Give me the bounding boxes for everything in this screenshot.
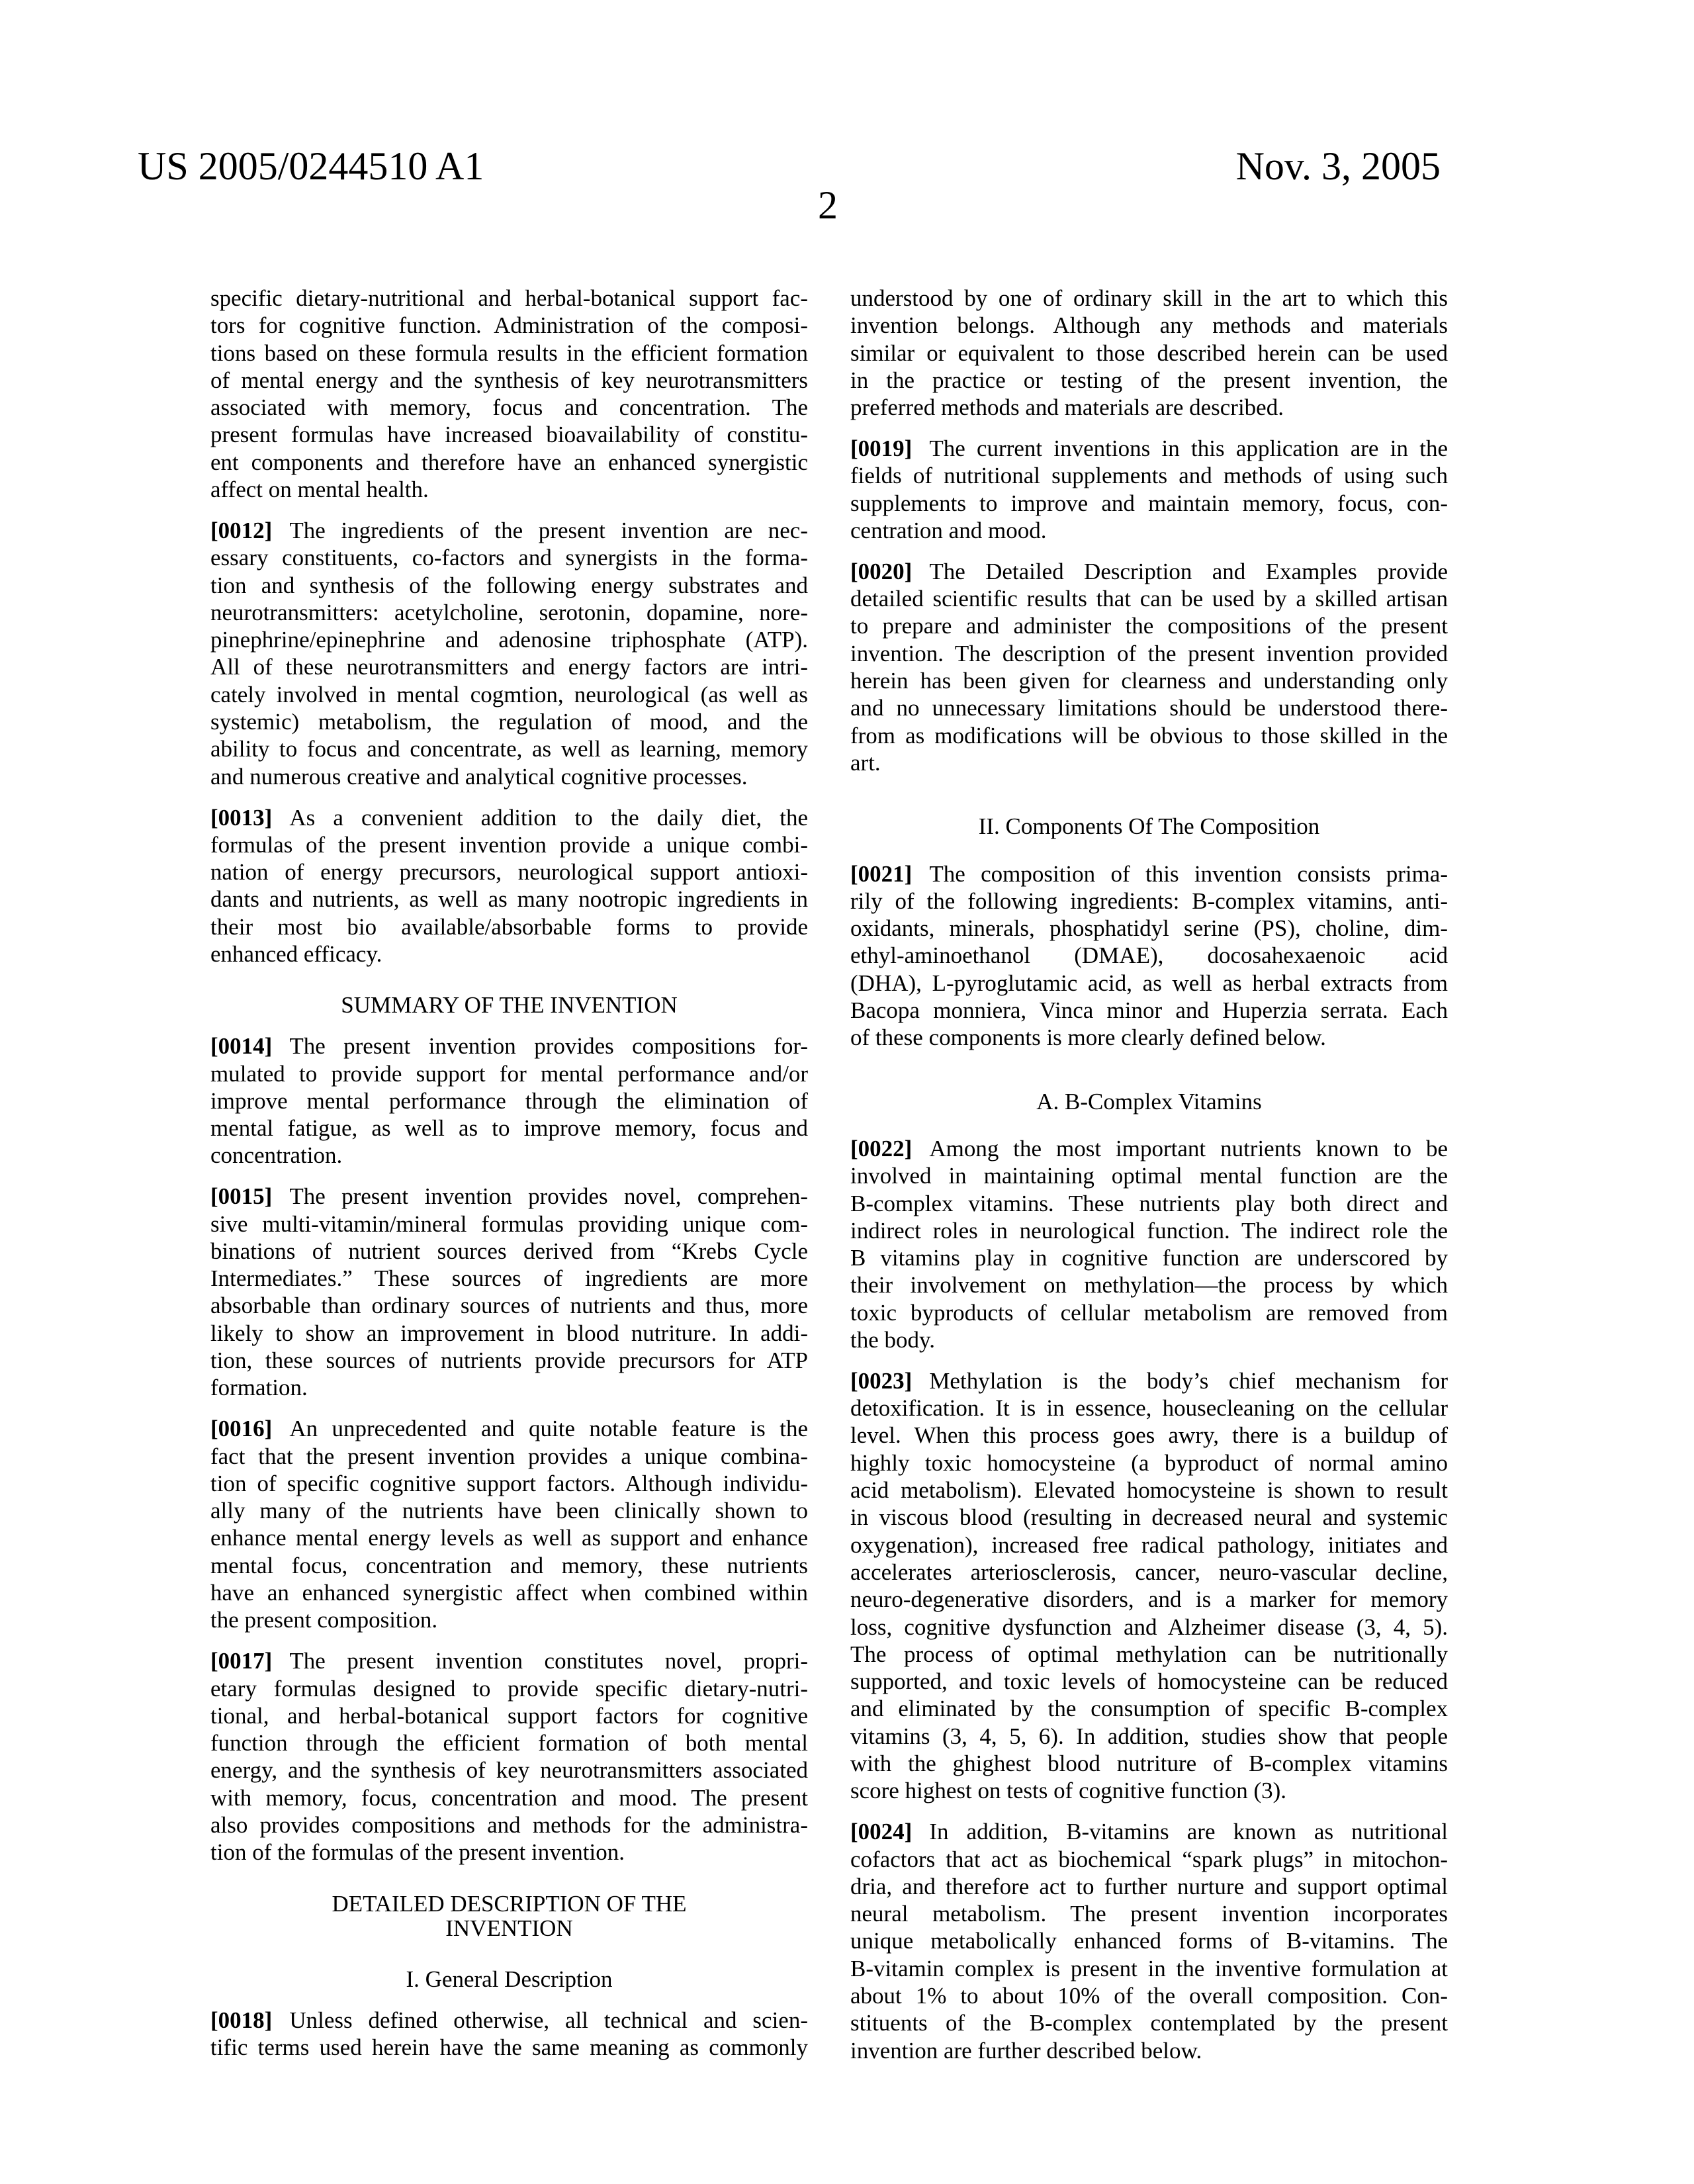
- text-line: [850, 1586, 1448, 1613]
- line-text: mental focus, concentration and memory, these nutrients: [210, 1553, 808, 1578]
- line-text: improve mental performance through the elimination of: [210, 1088, 808, 1114]
- line-text: the body.: [850, 1327, 935, 1353]
- line-text: toxic byproducts of cellular metabolism are removed from: [850, 1300, 1448, 1326]
- text-line: [850, 612, 1448, 639]
- text-line: [210, 1320, 808, 1347]
- line-text: highly toxic homocysteine (a byproduct of normal amino: [850, 1450, 1448, 1476]
- line-text: vitamins (3, 4, 5, 6). In addition, studies show that people: [850, 1723, 1448, 1749]
- line-text: The Detailed Description and Examples provide: [929, 559, 1448, 584]
- line-text: oxygenation), increased free radical pathology, initiates and: [850, 1532, 1448, 1558]
- line-text: binations of nutrient sources derived from “Krebs Cycle: [210, 1238, 808, 1264]
- paragraph: [210, 804, 808, 968]
- page-number: 2: [818, 182, 838, 228]
- line-text: tional, and herbal-botanical support factors for cognitive: [210, 1703, 808, 1729]
- text-line: [210, 913, 808, 940]
- line-text: accelerates arteriosclerosis, cancer, neuro-vascular decline,: [850, 1559, 1448, 1585]
- line-text: neurotransmitters: acetylcholine, serotonin, dopamine, nore-: [210, 600, 808, 625]
- text-line: [850, 1614, 1448, 1641]
- text-line: [210, 1032, 808, 1060]
- text-line: [210, 449, 808, 476]
- paragraph-number: [0012]: [210, 518, 272, 543]
- line-text: tors for cognitive function. Administration of the composi-: [210, 312, 808, 338]
- section-heading: [210, 1966, 808, 1993]
- line-text: with memory, focus, concentration and mood. The present: [210, 1785, 808, 1811]
- line-text: formation.: [210, 1375, 308, 1400]
- text-line: [210, 1265, 808, 1292]
- text-line: [850, 1723, 1448, 1750]
- line-text: likely to show an improvement in blood nutriture. In addi-: [210, 1320, 808, 1346]
- line-text: stituents of the B-complex contemplated by the present: [850, 2010, 1448, 2036]
- text-line: [210, 1552, 808, 1579]
- text-line: [210, 1675, 808, 1702]
- text-line: [210, 1579, 808, 1606]
- line-text: The present invention provides compositions for-: [289, 1033, 808, 1059]
- line-text: to prepare and administer the compositions of the present: [850, 613, 1448, 639]
- line-text: neural metabolism. The present invention incorporates: [850, 1901, 1448, 1927]
- text-line: [850, 694, 1448, 721]
- text-line: [850, 367, 1448, 394]
- line-text: The present invention provides novel, comprehen-: [289, 1183, 808, 1209]
- text-line: [850, 640, 1448, 667]
- text-line: [850, 887, 1448, 915]
- line-text: tions based on these formula results in the efficient formation: [210, 340, 808, 366]
- text-line: [210, 681, 808, 708]
- text-line: [850, 1695, 1448, 1722]
- line-text: rily of the following ingredients: B-complex vitamins, anti-: [850, 888, 1448, 914]
- text-line: [850, 722, 1448, 749]
- text-line: [210, 544, 808, 571]
- text-line: [850, 667, 1448, 694]
- line-text: about 1% to about 10% of the overall composition. Con-: [850, 1983, 1448, 2009]
- line-text: nation of energy precursors, neurological support antioxi-: [210, 859, 808, 885]
- paragraph-number: [0018]: [210, 2007, 272, 2033]
- text-line: [850, 1422, 1448, 1449]
- text-line: [850, 1900, 1448, 1927]
- paragraph-number: [0013]: [210, 805, 272, 831]
- line-text: and no unnecessary limitations should be understood there-: [850, 695, 1448, 721]
- line-text: etary formulas designed to provide specific dietary-nutri-: [210, 1676, 808, 1702]
- paragraph-number: [0019]: [850, 435, 912, 461]
- paragraph: [210, 285, 808, 503]
- text-line: [850, 1326, 1448, 1353]
- line-text: All of these neurotransmitters and energy factors are intri-: [210, 654, 808, 680]
- text-line: [850, 312, 1448, 339]
- paragraph: [210, 1032, 808, 1169]
- text-line: [210, 1374, 808, 1401]
- text-line: [850, 1394, 1448, 1422]
- text-line: [850, 1449, 1448, 1477]
- line-text: cofactors that act as biochemical “spark plugs” in mitochon-: [850, 1846, 1448, 1872]
- text-line: [850, 1477, 1448, 1504]
- text-line: [210, 1087, 808, 1115]
- publication-date: Nov. 3, 2005: [1236, 143, 1441, 189]
- line-text: invention belongs. Although any methods and materials: [850, 312, 1448, 338]
- line-text: energy, and the synthesis of key neurotransmitters associated: [210, 1757, 808, 1783]
- text-line: [850, 1846, 1448, 1873]
- text-line: [850, 340, 1448, 367]
- paragraph: [850, 860, 1448, 1052]
- line-text: centration and mood.: [850, 518, 1046, 543]
- line-text: function through the efficient formation of both mental: [210, 1730, 808, 1756]
- text-line: [210, 886, 808, 913]
- text-line: [850, 2009, 1448, 2036]
- text-line: [850, 1982, 1448, 2009]
- line-text: tific terms used herein have the same meaning as commonly: [210, 2034, 808, 2060]
- section-heading: [850, 813, 1448, 840]
- text-line: [850, 1641, 1448, 1668]
- text-line: [210, 340, 808, 367]
- text-line: [210, 1702, 808, 1729]
- line-text: The present invention constitutes novel, propri-: [289, 1648, 808, 1674]
- text-line: [210, 2007, 808, 2034]
- line-text: similar or equivalent to those described herein can be used: [850, 340, 1448, 366]
- text-line: [210, 1606, 808, 1633]
- text-line: [850, 1162, 1448, 1189]
- line-text: tion, these sources of nutrients provide precursors for ATP: [210, 1347, 808, 1373]
- text-line: [850, 490, 1448, 517]
- line-text: with the ghighest blood nutriture of B-complex vitamins: [850, 1751, 1448, 1776]
- paragraph: [850, 558, 1448, 776]
- section-heading: [210, 1890, 808, 1942]
- line-text: concentration.: [210, 1142, 342, 1168]
- line-text: Unless defined otherwise, all technical and scien-: [289, 2007, 808, 2033]
- heading-line: INVENTION: [210, 1915, 808, 1942]
- paragraph-number: [0015]: [210, 1183, 272, 1209]
- line-text: and numerous creative and analytical cognitive processes.: [210, 764, 748, 790]
- text-line: [210, 312, 808, 339]
- text-line: [210, 1497, 808, 1524]
- line-text: mental fatigue, as well as to improve memory, focus and: [210, 1115, 808, 1141]
- text-line: [850, 585, 1448, 612]
- line-text: involved in maintaining optimal mental function are the: [850, 1163, 1448, 1189]
- text-line: [210, 708, 808, 735]
- line-text: ethyl-aminoethanol (DMAE), docosahexaenoic acid: [850, 942, 1448, 968]
- line-text: systemic) metabolism, the regulation of mood, and the: [210, 709, 808, 735]
- text-line: [210, 1115, 808, 1142]
- text-line: [210, 367, 808, 394]
- line-text: and eliminated by the consumption of specific B-complex: [850, 1696, 1448, 1721]
- text-line: [850, 1777, 1448, 1804]
- left-column: [210, 285, 808, 2062]
- line-text: The composition of this invention consists prima-: [929, 861, 1448, 887]
- line-text: oxidants, minerals, phosphatidyl serine (PS), choline, dim-: [850, 915, 1448, 941]
- text-line: [210, 1647, 808, 1674]
- line-text: detoxification. It is in essence, housecleaning on the cellular: [850, 1395, 1448, 1421]
- heading-line: A. B-Complex Vitamins: [850, 1088, 1448, 1115]
- text-line: [210, 1347, 808, 1374]
- line-text: fact that the present invention provides a unique combina-: [210, 1443, 808, 1469]
- line-text: tion of specific cognitive support factors. Although individu-: [210, 1471, 808, 1496]
- text-line: [210, 626, 808, 653]
- section-heading: [850, 1088, 1448, 1115]
- heading-line: I. General Description: [210, 1966, 808, 1993]
- text-line: [850, 1531, 1448, 1559]
- line-text: from as modifications will be obvious to those skilled in the: [850, 723, 1448, 749]
- text-line: [850, 1750, 1448, 1777]
- line-text: Intermediates.” These sources of ingredients are more: [210, 1265, 808, 1291]
- paragraph-number: [0022]: [850, 1136, 912, 1161]
- line-text: Among the most important nutrients known to be: [929, 1136, 1448, 1161]
- line-text: supported, and toxic levels of homocysteine can be reduced: [850, 1668, 1448, 1694]
- text-line: [850, 1668, 1448, 1695]
- line-text: B-vitamin complex is present in the inventive formulation at: [850, 1956, 1448, 1981]
- line-text: invention. The description of the present invention provided: [850, 641, 1448, 666]
- text-line: [210, 1060, 808, 1087]
- text-line: [210, 804, 808, 831]
- line-text: An unprecedented and quite notable feature is the: [289, 1416, 808, 1441]
- text-line: [850, 435, 1448, 462]
- line-text: ability to focus and concentrate, as well as learning, memory: [210, 736, 808, 762]
- line-text: Bacopa monniera, Vinca minor and Huperzia serrata. Each: [850, 997, 1448, 1023]
- publication-number: US 2005/0244510 A1: [138, 143, 484, 189]
- heading-line: DETAILED DESCRIPTION OF THE: [210, 1890, 808, 1917]
- line-text: dants and nutrients, as well as many nootropic ingredients in: [210, 886, 808, 912]
- line-text: present formulas have increased bioavailability of constitu-: [210, 422, 808, 447]
- text-line: [850, 558, 1448, 585]
- text-line: [210, 285, 808, 312]
- line-text: in the practice or testing of the present invention, the: [850, 367, 1448, 393]
- text-line: [850, 1873, 1448, 1900]
- line-text: B vitamins play in cognitive function are underscored by: [850, 1245, 1448, 1271]
- text-line: [210, 1142, 808, 1169]
- text-line: [850, 1955, 1448, 1982]
- text-line: [850, 1504, 1448, 1531]
- text-line: [210, 1210, 808, 1238]
- text-line: [210, 1811, 808, 1839]
- paragraph: [850, 1135, 1448, 1353]
- line-text: their involvement on methylation—the process by which: [850, 1272, 1448, 1298]
- line-text: essary constituents, co-factors and synergists in the forma-: [210, 545, 808, 570]
- text-line: [210, 394, 808, 421]
- text-line: [210, 735, 808, 762]
- line-text: As a convenient addition to the daily diet, the: [289, 805, 808, 831]
- line-text: dria, and therefore act to further nurture and support optimal: [850, 1874, 1448, 1899]
- line-text: tion of the formulas of the present invention.: [210, 1839, 625, 1865]
- heading-line: SUMMARY OF THE INVENTION: [210, 991, 808, 1019]
- text-line: [210, 599, 808, 626]
- text-line: [210, 1183, 808, 1210]
- line-text: loss, cognitive dysfunction and Alzheimer disease (3, 4, 5).: [850, 1614, 1448, 1640]
- text-line: [210, 1729, 808, 1756]
- text-line: [850, 394, 1448, 421]
- text-line: [850, 1818, 1448, 1845]
- line-text: affect on mental health.: [210, 477, 429, 502]
- paragraph: [850, 435, 1448, 544]
- text-line: [210, 1415, 808, 1442]
- text-line: [210, 1784, 808, 1811]
- line-text: mulated to provide support for mental performance and/or: [210, 1061, 808, 1087]
- line-text: also provides compositions and methods for the administra-: [210, 1812, 808, 1838]
- line-text: fields of nutritional supplements and methods of using such: [850, 463, 1448, 488]
- line-text: indirect roles in neurological function. The indirect role the: [850, 1218, 1448, 1244]
- paragraph: [850, 1818, 1448, 2064]
- line-text: pinephrine/epinephrine and adenosine triphosphate (ATP).: [210, 627, 808, 653]
- text-line: [850, 462, 1448, 489]
- line-text: enhance mental energy levels as well as support and enhance: [210, 1525, 808, 1551]
- text-line: [210, 572, 808, 599]
- text-line: [210, 1292, 808, 1319]
- text-line: [850, 1367, 1448, 1394]
- paragraph: [850, 285, 1448, 421]
- text-line: [210, 1443, 808, 1470]
- text-line: [210, 858, 808, 886]
- line-text: understood by one of ordinary skill in the art to which this: [850, 285, 1448, 311]
- text-line: [210, 831, 808, 858]
- line-text: ally many of the nutrients have been clinically shown to: [210, 1498, 808, 1524]
- paragraph: [850, 1367, 1448, 1805]
- text-line: [850, 1190, 1448, 1217]
- text-line: [210, 517, 808, 544]
- text-line: [850, 997, 1448, 1024]
- text-line: [850, 970, 1448, 997]
- text-line: [210, 1524, 808, 1551]
- heading-line: II. Components Of The Composition: [850, 813, 1448, 840]
- line-text: enhanced efficacy.: [210, 941, 382, 967]
- text-line: [850, 860, 1448, 887]
- line-text: preferred methods and materials are described.: [850, 394, 1284, 420]
- text-line: [850, 1271, 1448, 1298]
- text-line: [210, 1470, 808, 1497]
- line-text: formulas of the present invention provide a unique combi-: [210, 832, 808, 858]
- line-text: of mental energy and the synthesis of key neurotransmitters: [210, 367, 808, 393]
- line-text: The process of optimal methylation can be nutritionally: [850, 1641, 1448, 1667]
- line-text: absorbable than ordinary sources of nutrients and thus, more: [210, 1293, 808, 1318]
- line-text: Methylation is the body’s chief mechanism for: [929, 1368, 1448, 1394]
- text-line: [850, 1927, 1448, 1954]
- line-text: B-complex vitamins. These nutrients play both direct and: [850, 1191, 1448, 1216]
- paragraph: [210, 1183, 808, 1401]
- text-line: [850, 749, 1448, 776]
- text-line: [210, 1238, 808, 1265]
- line-text: unique metabolically enhanced forms of B-vitamins. The: [850, 1928, 1448, 1954]
- line-text: of these components is more clearly defined below.: [850, 1024, 1326, 1050]
- line-text: art.: [850, 750, 881, 776]
- text-line: [850, 1135, 1448, 1162]
- text-line: [850, 285, 1448, 312]
- line-text: sive multi-vitamin/mineral formulas providing unique com-: [210, 1211, 808, 1237]
- line-text: in viscous blood (resulting in decreased neural and systemic: [850, 1504, 1448, 1530]
- text-line: [210, 763, 808, 790]
- text-line: [850, 1024, 1448, 1051]
- text-line: [210, 1839, 808, 1866]
- text-line: [850, 942, 1448, 969]
- line-text: herein has been given for clearness and understanding only: [850, 668, 1448, 694]
- text-line: [850, 1217, 1448, 1244]
- paragraph: [210, 1415, 808, 1633]
- paragraph-number: [0024]: [850, 1819, 912, 1844]
- text-line: [850, 517, 1448, 544]
- line-text: tion and synthesis of the following energy substrates and: [210, 572, 808, 598]
- text-line: [210, 421, 808, 448]
- line-text: (DHA), L-pyroglutamic acid, as well as herbal extracts from: [850, 970, 1448, 996]
- line-text: detailed scientific results that can be used by a skilled artisan: [850, 586, 1448, 612]
- line-text: score highest on tests of cognitive function (3).: [850, 1778, 1286, 1803]
- text-line: [210, 653, 808, 680]
- text-line: [210, 2034, 808, 2061]
- line-text: have an enhanced synergistic affect when combined within: [210, 1580, 808, 1606]
- paragraph: [210, 2007, 808, 2062]
- line-text: The current inventions in this application are in the: [929, 435, 1448, 461]
- text-line: [850, 1244, 1448, 1271]
- line-text: acid metabolism). Elevated homocysteine is shown to result: [850, 1477, 1448, 1503]
- line-text: neuro-degenerative disorders, and is a marker for memory: [850, 1586, 1448, 1612]
- paragraph: [210, 517, 808, 790]
- text-line: [850, 1299, 1448, 1326]
- text-line: [850, 915, 1448, 942]
- text-line: [850, 2037, 1448, 2064]
- paragraph: [210, 1647, 808, 1866]
- text-line: [210, 476, 808, 503]
- line-text: the present composition.: [210, 1607, 437, 1633]
- line-text: In addition, B-vitamins are known as nutritional: [929, 1819, 1448, 1844]
- paragraph-number: [0017]: [210, 1648, 272, 1674]
- line-text: supplements to improve and maintain memory, focus, con-: [850, 490, 1448, 516]
- section-heading: [210, 991, 808, 1019]
- line-text: invention are further described below.: [850, 2038, 1202, 2064]
- line-text: ent components and therefore have an enhanced synergistic: [210, 449, 808, 475]
- paragraph-number: [0020]: [850, 559, 912, 584]
- right-column: [850, 285, 1448, 2064]
- text-line: [210, 940, 808, 968]
- line-text: specific dietary-nutritional and herbal-botanical support fac-: [210, 285, 808, 311]
- paragraph-number: [0021]: [850, 861, 912, 887]
- paragraph-number: [0023]: [850, 1368, 912, 1394]
- text-line: [850, 1559, 1448, 1586]
- text-line: [210, 1756, 808, 1784]
- paragraph-number: [0016]: [210, 1416, 272, 1441]
- line-text: level. When this process goes awry, there is a buildup of: [850, 1422, 1448, 1448]
- line-text: cately involved in mental cogmtion, neurological (as well as: [210, 682, 808, 707]
- line-text: The ingredients of the present invention are nec-: [289, 518, 808, 543]
- paragraph-number: [0014]: [210, 1033, 272, 1059]
- line-text: their most bio available/absorbable forms to provide: [210, 914, 808, 940]
- line-text: associated with memory, focus and concentration. The: [210, 394, 808, 420]
